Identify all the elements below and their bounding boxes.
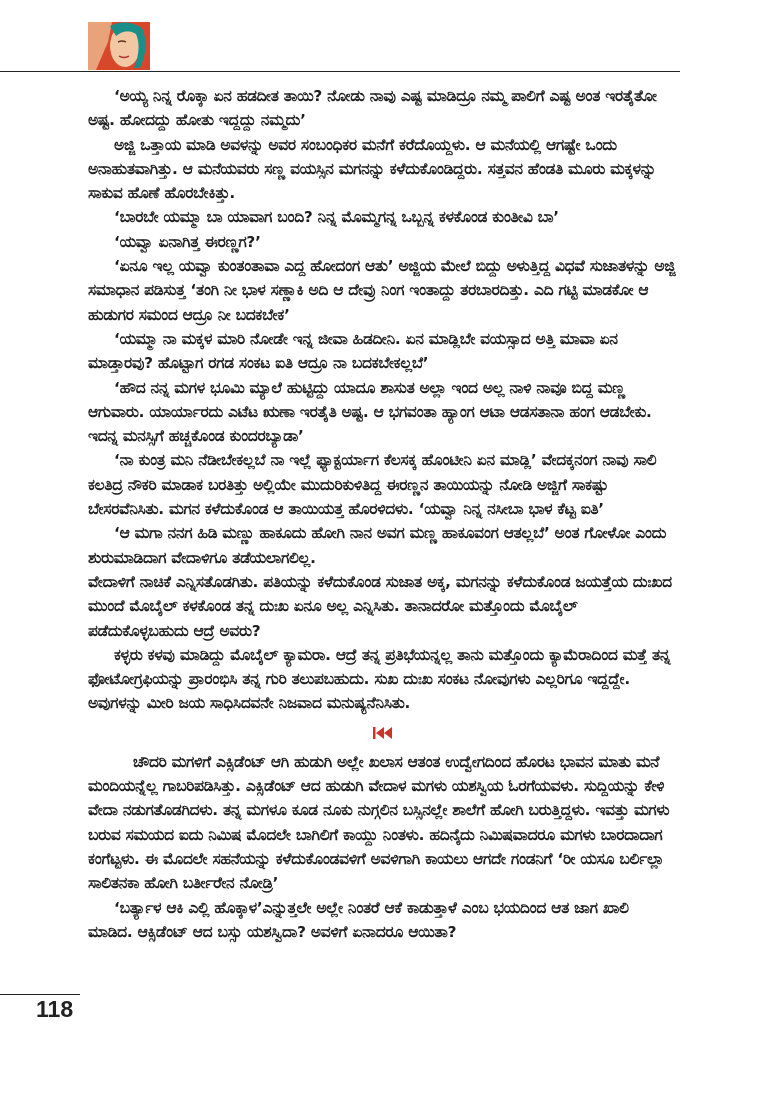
footer-rule <box>0 994 80 995</box>
article-body <box>88 84 678 944</box>
paragraph: ‘ಅಯ್ಯ ನಿನ್ನ ರೊಕ್ಕಾ ಏನ ಹಡದೀತ ತಾಯಿ? ನೋಡು ನಾವು ಎಷ್ಟ ಮಾಡಿದ್ರೂ ನಮ್ಮ ಪಾಲಿಗೆ ಎಷ್ಟ ಅಂತ ಇರತೈತೋ ಅಷ್ಟ. ಹೋದದ್ದು ಹೋತು ಇದ್ದದ್ದು ನಮ್ಮದು’ <box>88 87 657 130</box>
logo-face-icon <box>88 22 150 70</box>
paragraph: ‘ಬಾರಬೇ ಯಮ್ಮಾ ಬಾ ಯಾವಾಗ ಬಂದಿ? ನಿನ್ನ ಮೊಮ್ಮಗನ್ನ ಒಬ್ಬನ್ನ ಕಳಕೊಂಡ ಕುಂತೀವಿ ಬಾ’ <box>114 208 559 227</box>
paragraph: ‘ಬರ್ತ್ಯಾಳ ಆಕಿ ಎಲ್ಲಿ ಹೊಕ್ಕಾಳ’ಎನ್ನುತ್ತಲೇ ಅಲ್ಲೇ ನಿಂತರೆ ಆಕೆ ಕಾಡುತ್ತಾಳೆ ಎಂಬ ಭಯದಿಂದ ಆತ ಜಾಗ ಖಾಲಿ ಮಾಡಿದ. ಆಕ್ಸಿಡೆಂಟ್ ಆದ ಬಸ್ಸು ಯಶಸ್ವಿದಾ? ಅವಳಿಗೆ ಏನಾದರೂ ಆಯಿತಾ? <box>88 898 629 941</box>
paragraph: ‘ಯಮ್ಮಾ ನಾ ಮಕ್ಕಳ ಮಾರಿ ನೋಡೇ ಇನ್ನ ಜೀವಾ ಹಿಡದೀನಿ. ಏನ ಮಾಡ್ಲಿಬೇ ವಯಸ್ಸಾದ ಅತ್ತಿ ಮಾವಾ ಏನ ಮಾಡ್ತಾರವು? ಹೊಟ್ಟಾಗ ರಗಡ ಸಂಕಟ ಐತಿ ಆದ್ರೂ ನಾ ಬದಕಬೇಕಲ್ಲಬೆ’ <box>88 329 618 373</box>
section-separator-icon <box>372 725 394 741</box>
upper-section <box>88 84 678 716</box>
paragraph: ಅಜ್ಜಿ ಒತ್ತಾಯ ಮಾಡಿ ಅವಳನ್ನು ಅವರ ಸಂಬಂಧಿಕರ ಮನೆಗೆ ಕರೆದೊಯ್ದಳು. ಆ ಮನೆಯಲ್ಲಿ ಆಗಷ್ಟೇ ಒಂದು ಅನಾಹುತವಾಗಿತ್ತು. ಆ ಮನೆಯವರು ಸಣ್ಣ ವಯಸ್ಸಿನ ಮಗನನ್ನು ಕಳೆದುಕೊಂಡಿದ್ದರು. ಸತ್ತವನ ಹೆಂಡತಿ ಮೂರು ಮಕ್ಕಳನ್ನು ಸಾಕುವ ಹೊಣೆ ಹೊರಬೇಕಿತ್ತು. <box>88 135 656 203</box>
paragraph: ಕಳ್ಳರು ಕಳವು ಮಾಡಿದ್ದು ಮೊಬೈಲ್ ಕ್ಯಾಮರಾ. ಆದ್ರೆ ತನ್ನ ಪ್ರತಿಭೆಯನ್ನಲ್ಲ ತಾನು ಮತ್ತೊಂದು ಕ್ಯಾಮೆರಾದಿಂದ ಮತ್ತೆ ತನ್ನ ಫೋಟೋಗ್ರಫಿಯನ್ನು ಪ್ರಾರಂಭಿಸಿ ತನ್ನ ಗುರಿ ತಲುಪಬಹುದು. ಸುಖ ದುಃಖ ಸಂಕಟ ನೋವುಗಳು ಎಲ್ಲರಿಗೂ ಇದ್ದದ್ದೇ. ಅವುಗಳನ್ನು ಮೀರಿ ಜಯ ಸಾಧಿಸಿದವನೇ ನಿಜವಾದ ಮನುಷ್ಯನೆನಿಸಿತು. <box>88 645 671 713</box>
paragraph: ‘ಯವ್ವಾ ಏನಾಗಿತ್ತ ಈರಣ್ಣಗ?’ <box>114 232 261 251</box>
paragraph: ‘ಏನೂ ಇಲ್ಲ ಯವ್ವಾ ಕುಂತಂತಾವಾ ಎದ್ದ ಹೋದಂಗ ಆತು’ ಅಜ್ಜಿಯ ಮೇಲೆ ಬಿದ್ದು ಅಳುತ್ತಿದ್ದ ವಿಧವೆ ಸುಜಾತಳನ್ನು ಅಜ್ಜಿ ಸಮಾಧಾನ ಪಡಿಸುತ್ತ ‘ತಂಗಿ ನೀ ಭಾಳ ಸಣ್ಣಾಕಿ ಅದಿ ಆ ದೇವ್ರು ನಿಂಗ ಇಂತಾದ್ದು ತರಬಾರದಿತ್ತು. ಎದಿ ಗಟ್ಟಿ ಮಾಡಕೋ ಆ ಹುಡುಗರ ಸಮಂದ ಆದ್ರೂ ನೀ ಬದಕಬೇಕ’ <box>88 257 676 324</box>
paragraph: ‘ಆ ಮಗಾ ನನಗ ಹಿಡಿ ಮಣ್ಣು ಹಾಕೂದು ಹೋಗಿ ನಾನ ಅವಗ ಮಣ್ಣ ಹಾಕೂವಂಗ ಆತಲ್ಲಬೆ’ ಅಂತ ಗೋಳೋ ಎಂದು ಶುರುಮಾಡಿದಾಗ ವೇದಾಳಿಗೂ ತಡೆಯಲಾಗಲಿಲ್ಲ. <box>88 524 667 567</box>
section-separator <box>88 724 678 748</box>
lower-section <box>88 750 678 944</box>
page-number: 118 <box>36 996 74 1022</box>
paragraph: ವೇದಾಳಿಗೆ ನಾಚಿಕೆ ಎನ್ನಿಸತೊಡಗಿತು. ಪತಿಯನ್ನು ಕಳೆದುಕೊಂಡ ಸುಜಾತ ಅಕ್ಕ, ಮಗನನ್ನು ಕಳೆದುಕೊಂಡ ಜಯತ್ತೆಯ ದುಃಖದ ಮುಂದೆ ಮೊಬೈಲ್ ಕಳಕೊಂಡ ತನ್ನ ದುಃಖ ಏನೂ ಅಲ್ಲ ಎನ್ನಿಸಿತು. ತಾನಾದರೋ ಮತ್ತೊಂದು ಮೊಬೈಲ್ ಪಡೆದುಕೊಳ್ಳಬಹುದು ಆದ್ರೆ ಅವರು? <box>88 572 672 640</box>
magazine-logo <box>88 22 150 70</box>
paragraph: ‘ನಾ ಕುಂತ್ರ ಮನಿ ನೆಡೀಬೇಕಲ್ಲಬೆ ನಾ ಇಲ್ಲೆ ಫ್ಯಾಕ್ಟರ್ಯಾಗ ಕೆಲಸಕ್ಕ ಹೊಂಟೀನಿ ಏನ ಮಾಡ್ಲಿ’ ವೇದಕ್ಕನಂಗ ನಾವು ಸಾಲಿ ಕಲತಿದ್ರ ನೌಕರಿ ಮಾಡಾಕ ಬರತಿತ್ತು ಅಲ್ಲಿಯೇ ಮುದುರಿಕುಳಿತಿದ್ದ ಈರಣ್ಣನ ತಾಯಿಯನ್ನು ನೋಡಿ ಅಜ್ಜಿಗೆ ಸಾಕಷ್ಟು ಬೇಸರವೆನಿಸಿತು. ಮಗನ ಕಳೆದುಕೊಂಡ ಆ ತಾಯಿಯತ್ತ ಹೊರಳಿದಳು. ‘ಯವ್ವಾ ನಿನ್ನ ನಸೀಬಾ ಭಾಳ ಕೆಟ್ಟ ಐತಿ’ <box>88 451 657 519</box>
header-rule <box>0 71 680 72</box>
paragraph: ‘ಹೌದ ನನ್ನ ಮಗಳ ಭೂಮಿ ಮ್ಯಾಲೆ ಹುಟ್ಟಿದ್ದು ಯಾದೂ ಶಾಸುತ ಅಲ್ಲಾ ಇಂದ ಅಲ್ಲ ನಾಳಿ ನಾವೂ ಬಿದ್ದ ಮಣ್ಣ ಆಗುವಾರು. ಯಾರ್ಯಾರದು ಎಟೆಟ ಋಣಾ ಇರತೈತಿ ಅಷ್ಟ. ಆ ಭಗವಂತಾ ಹ್ಯಾಂಗ ಆಟಾ ಆಡಸತಾನಾ ಹಂಗ ಆಡಬೇಕು. ಇದನ್ನ ಮನಸ್ಸಿಗೆ ಹಚ್ಚಕೊಂಡ ಕುಂದರಬ್ಯಾಡಾ’ <box>88 378 652 446</box>
paragraph: ಚೌದರಿ ಮಗಳಿಗೆ ಎಕ್ಸಿಡೆಂಟ್ ಆಗಿ ಹುಡುಗಿ ಅಲ್ಲೇ ಖಲಾಸ ಆತಂತ ಉದ್ವೇಗದಿಂದ ಹೊರಟ ಭಾವನ ಮಾತು ಮನೆ ಮಂದಿಯನ್ನೆಲ್ಲ ಗಾಬರಿಪಡಿಸಿತ್ತು. ಎಕ್ಸಿಡೆಂಟ್ ಆದ ಹುಡುಗಿ ವೇದಾಳ ಮಗಳು ಯಶಸ್ವಿಯ ಓರಗೆಯವಳು. ಸುದ್ದಿಯನ್ನು ಕೇಳಿ ವೇದಾ ನಡುಗತೊಡಗಿದಳು. ತನ್ನ ಮಗಳೂ ಕೂಡ ನೂಕು ನುಗ್ಗಲಿನ ಬಸ್ಸಿನಲ್ಲೇ ಶಾಲೆಗೆ ಹೋಗಿ ಬರುತ್ತಿದ್ದಳು. ಇವತ್ತು ಮಗಳು ಬರುವ ಸಮಯದ ಐದು ನಿಮಿಷ ಮೊದಲೇ ಬಾಗಿಲಿಗೆ ಕಾಯ್ದು ನಿಂತಳು. ಹದಿನೈದು ನಿಮಿಷವಾದರೂ ಮಗಳು ಬಾರದಾದಾಗ ಕಂಗೆಟ್ಟಳು. ಈ ಮೊದಲೇ ಸಹನೆಯನ್ನು ಕಳೆದುಕೊಂಡವಳಿಗೆ ಅವಳಿಗಾಗಿ ಕಾಯಲು ಆಗದೇ ಗಂಡನಿಗೆ ‘ರೀ ಯಸೂ ಬರ್ಲಿಲ್ಲಾ ಸಾಲಿತನಕಾ ಹೋಗಿ ಬರ್ತೀರೇನ ನೋಡ್ರಿ’ <box>88 752 670 893</box>
